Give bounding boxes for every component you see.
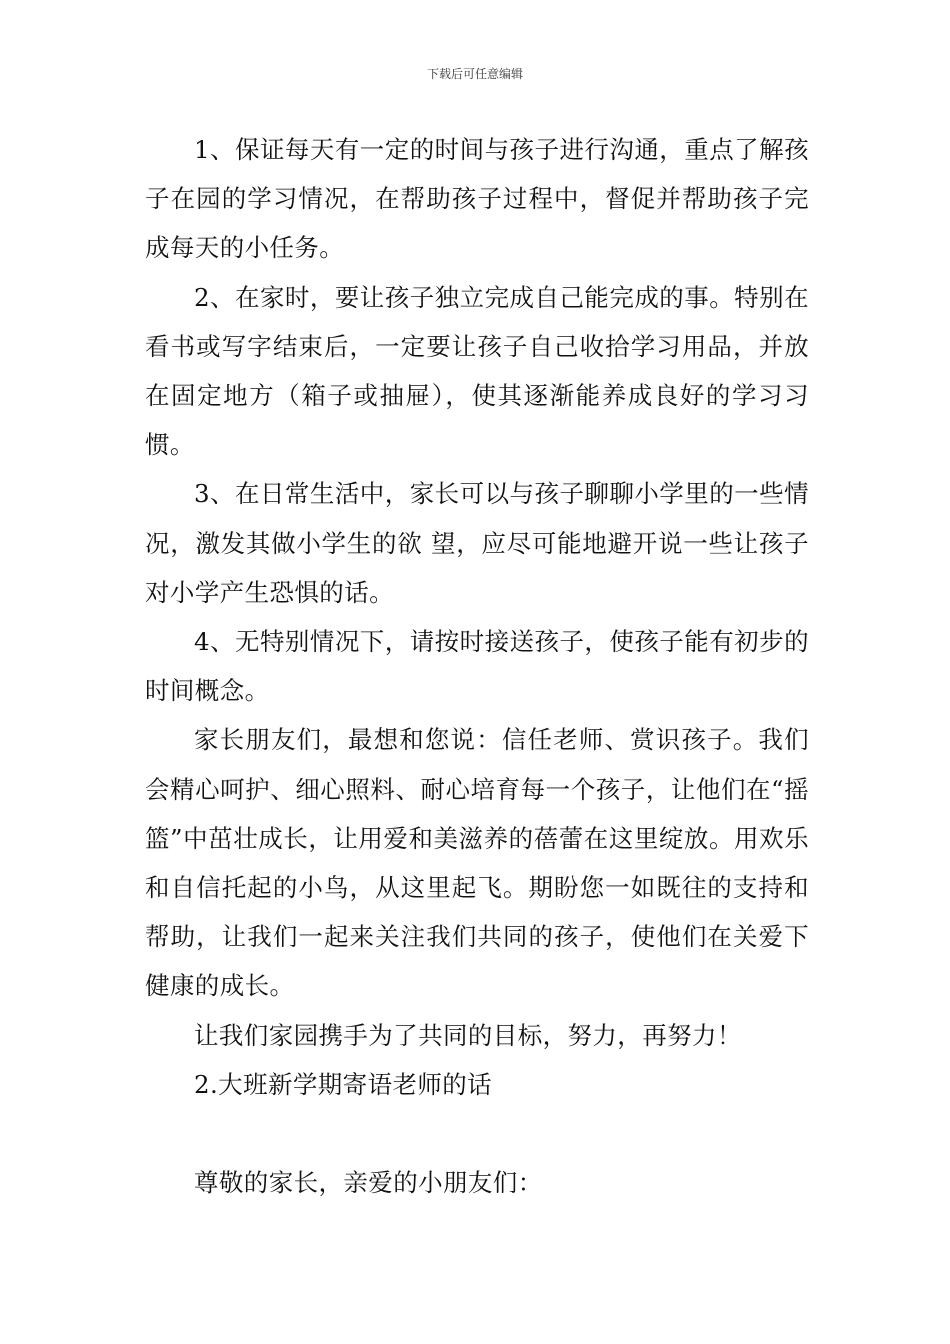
paragraph-message-to-parents: 家长朋友们，最想和您说：信任老师、赏识孩子。我们会精心呵护、细心照料、耐心培育每一个孩子，让他们在“摇篮”中茁壮成长，让用爱和美滋养的蓓蕾在这里绽放。用欢乐和自信托起的小鸟，从这里起飞。期盼您一如既往的支持和帮助，让我们一起来关注我们共同的孩子，使他们在关爱下健康的成长。 (145, 725, 809, 1001)
paragraph-tip-3: 3、在日常生活中，家长可以与孩子聊聊小学里的一些情况，激发其做小学生的欲 望，应尽可能地避开说一些让孩子对小学产生恐惧的话。 (145, 479, 809, 607)
blank-line (145, 1109, 809, 1158)
section-title: 2.大班新学期寄语老师的话 (194, 1069, 493, 1099)
paragraph-closing: 让我们家园携手为了共同的目标，努力，再努力！ (194, 1020, 742, 1050)
paragraph-tip-2: 2、在家时，要让孩子独立完成自己能完成的事。特别在看书或写字结束后，一定要让孩子自己收拾学习用品，并放在固定地方（箱子或抽屉），使其逐渐能养成良好的学习习惯。 (145, 282, 809, 460)
page-header-note: 下载后可任意编辑 (426, 67, 523, 81)
greeting: 尊敬的家长，亲爱的小朋友们： (194, 1168, 543, 1198)
paragraph-tip-4: 4、无特别情况下，请按时接送孩子，使孩子能有初步的时间概念。 (145, 627, 809, 706)
document-body (145, 125, 809, 1207)
paragraph-tip-1: 1、保证每天有一定的时间与孩子进行沟通，重点了解孩子在园的学习情况，在帮助孩子过程中，督促并帮助孩子完成每天的小任务。 (145, 135, 809, 263)
